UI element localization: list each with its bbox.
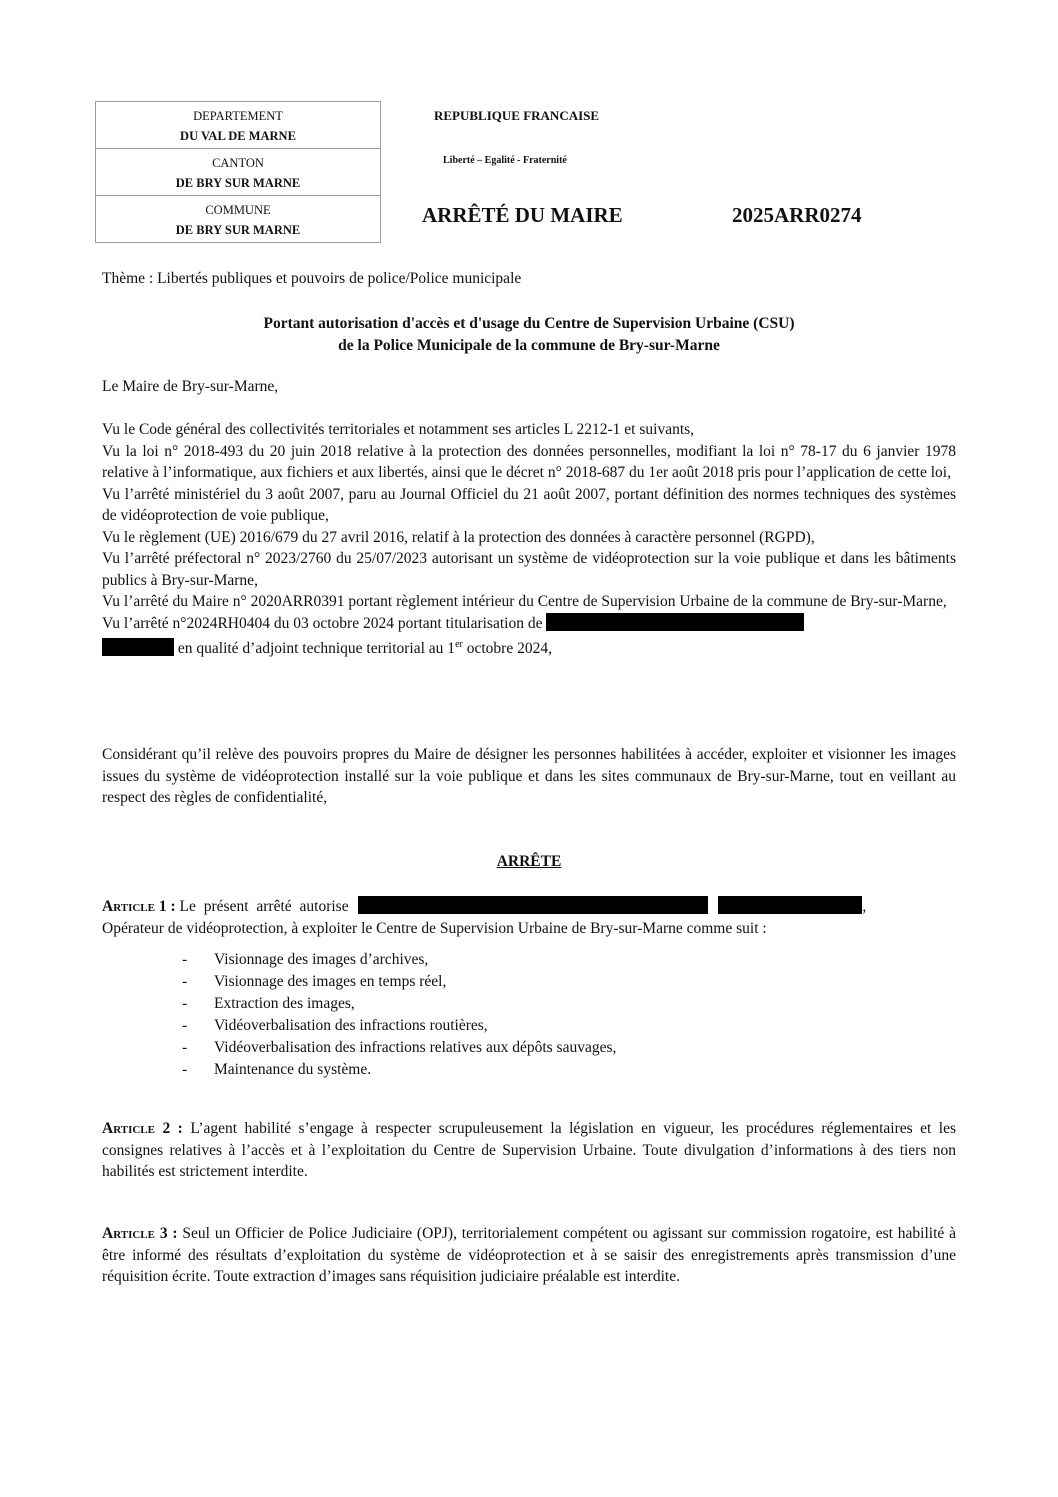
article-3-text: Seul un Officier de Police Judiciaire (OPJ), territorialement compétent ou agissant sur commission rogatoire, est habilité à être informé des résultats d’exploitation du système de vidéoprotection et à se saisir des enregistrements après transmission d’une réquisition écrite. Toute extraction d’images sans réquisition judiciaire préalable est interdite. xyxy=(102,1225,956,1285)
redaction-bar xyxy=(718,896,862,914)
canton-name: DE BRY SUR MARNE xyxy=(175,175,301,190)
article-1 xyxy=(102,896,956,1081)
list-item: - Extraction des images, xyxy=(182,993,956,1015)
arrete-heading: ARRÊTE xyxy=(496,853,562,870)
commune-cell xyxy=(96,196,381,243)
list-item: - Visionnage des images d’archives, xyxy=(182,949,956,971)
visa-item: Vu le règlement (UE) 2016/679 du 27 avril 2016, relatif à la protection des données à caractère personnel (RGPD), xyxy=(102,528,815,546)
list-item: - Vidéoverbalisation des infractions routières, xyxy=(182,1015,956,1037)
visa-item: Vu l’arrêté ministériel du 3 août 2007, paru au Journal Officiel du 21 août 2007, portant définition des normes techniques des systèmes de vidéoprotection de voie publique, xyxy=(102,485,956,524)
canton-label: CANTON xyxy=(212,155,264,170)
theme-line: Thème : Libertés publiques et pouvoirs de police/Police municipale xyxy=(102,270,522,287)
departement-cell xyxy=(96,102,381,149)
document-title: ARRÊTÉ DU MAIRE xyxy=(422,203,623,227)
list-item: - Visionnage des images en temps réel, xyxy=(182,971,956,993)
visa-titularisation-qualite: en qualité d’adjoint technique territorial au 1 xyxy=(177,640,456,658)
article-2 xyxy=(102,1118,956,1183)
article-1-continuation: Opérateur de vidéoprotection, à exploiter le Centre de Supervision Urbaine de Bry-sur-Marne comme suit : xyxy=(102,919,767,937)
subject-line-1: Portant autorisation d'accès et d'usage du Centre de Supervision Urbaine (CSU) xyxy=(263,315,795,332)
departement-label: DEPARTEMENT xyxy=(193,108,283,123)
commune-label: COMMUNE xyxy=(205,202,271,217)
commune-name: DE BRY SUR MARNE xyxy=(175,222,301,237)
canton-cell xyxy=(96,149,381,196)
redaction-bar xyxy=(546,613,804,631)
article-2-text: L’agent habilité s’engage à respecter scrupuleusement la législation en vigueur, les procédures réglementaires et les consignes relatives à l’accès et à l’exploitation du Centre de Supervision Urbaine. Toute divulgation d’informations à des tiers non habilités est strictement interdite. xyxy=(102,1120,956,1180)
devise: Liberté – Egalité - Fraternité xyxy=(443,155,567,166)
header-admin-table xyxy=(95,101,381,243)
document-number: 2025ARR0274 xyxy=(732,203,862,227)
considerant-paragraph: Considérant qu’il relève des pouvoirs propres du Maire de désigner les personnes habilitées à accéder, exploiter et visionner les images issues du système de vidéoprotection installé sur la voie publique et dans les sites communaux de Bry-sur-Marne, tout en veillant au respect des règles de confidentialité, xyxy=(102,746,956,806)
redaction-bar xyxy=(102,638,174,656)
subject-block xyxy=(102,313,956,357)
authorization-list xyxy=(182,949,956,1081)
visa-titularisation-date: octobre 2024, xyxy=(462,640,552,658)
list-item: - Maintenance du système. xyxy=(182,1059,956,1081)
article-3-label: Article 3 : xyxy=(102,1225,178,1242)
list-item: - Vidéoverbalisation des infractions relatives aux dépôts sauvages, xyxy=(182,1037,956,1059)
visa-item-titularisation xyxy=(102,613,956,660)
visa-item: Vu la loi n° 2018-493 du 20 juin 2018 relative à la protection des données personnelles, modifiant la loi n° 78-17 du 6 janvier 1978 relative à l’informatique, aux fichiers et aux libertés, ainsi que le décret n° 2018-687 du 1er août 2018 pris pour l’application de cette loi, xyxy=(102,442,956,481)
article-3 xyxy=(102,1223,956,1288)
subject-line-2: de la Police Municipale de la commune de Bry-sur-Marne xyxy=(338,337,720,354)
redaction-bar xyxy=(358,896,708,914)
visa-item: Vu l’arrêté du Maire n° 2020ARR0391 portant règlement intérieur du Centre de Supervision Urbaine de la commune de Bry-sur-Marne, xyxy=(102,593,947,610)
visas-block xyxy=(102,419,956,660)
superscript-er: er xyxy=(455,639,463,650)
article-2-label: Article 2 : xyxy=(102,1120,183,1137)
visa-titularisation-text: Vu l’arrêté n°2024RH0404 du 03 octobre 2024 portant titularisation de xyxy=(102,614,543,632)
visa-item: Vu le Code général des collectivités territoriales et notamment ses articles L 2212-1 et suivants, xyxy=(102,421,695,438)
republique-title: REPUBLIQUE FRANCAISE xyxy=(434,108,600,123)
visa-item: Vu l’arrêté préfectoral n° 2023/2760 du 25/07/2023 autorisant un système de vidéoprotection sur la voie publique et dans les bâtiments publics à Bry-sur-Marne, xyxy=(102,550,956,589)
article-1-label: Article 1 : xyxy=(102,898,176,915)
article-1-first-line: Article 1 : Le présent arrêté autorise , xyxy=(102,898,867,915)
intro-line: Le Maire de Bry-sur-Marne, xyxy=(102,378,279,395)
departement-name: DU VAL DE MARNE xyxy=(180,128,296,143)
article-1-text: Le présent arrêté autorise xyxy=(179,898,349,915)
